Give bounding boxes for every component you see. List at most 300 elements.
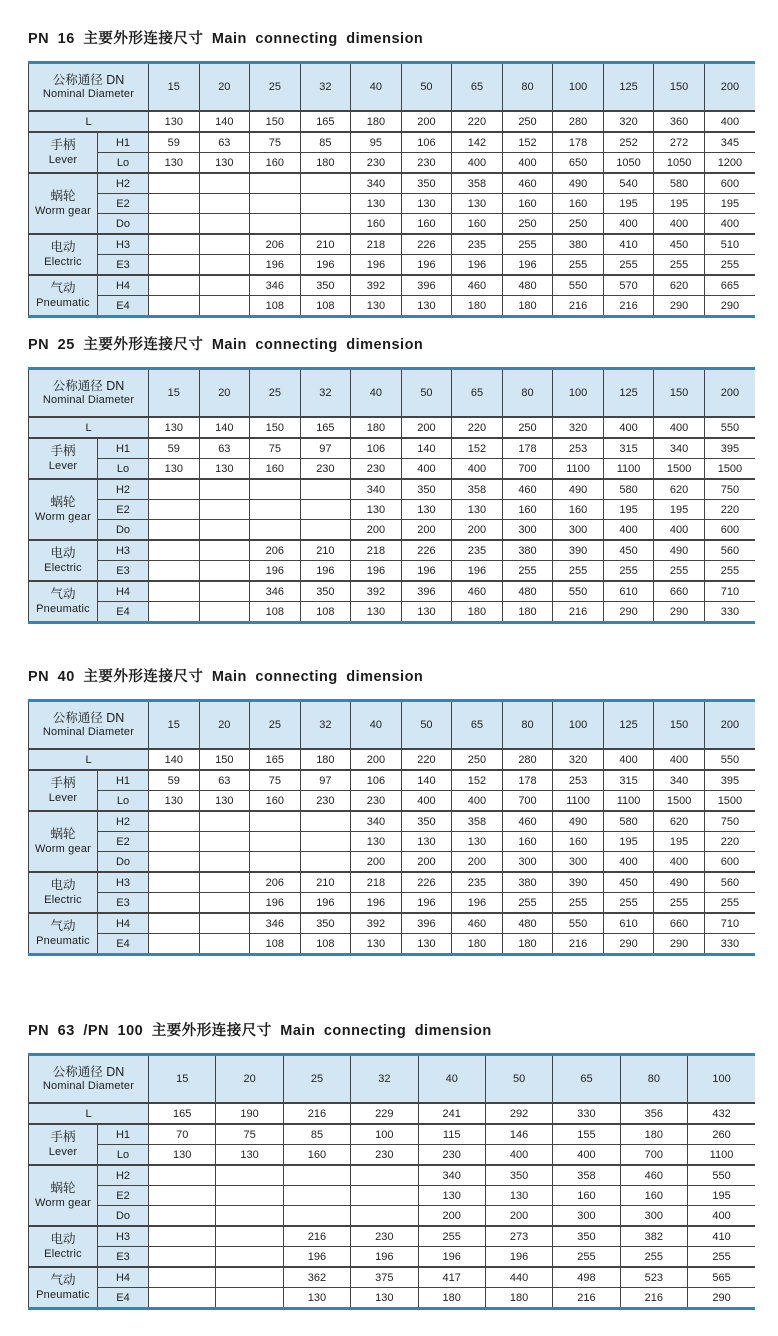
dim-cell: 200 [351, 852, 402, 873]
group-label-zh: 电动 [50, 1232, 76, 1246]
group-label [29, 1124, 98, 1165]
table-row [29, 832, 756, 852]
dim-cell: 620 [654, 811, 705, 832]
dim-cell [149, 479, 200, 500]
table-row [29, 479, 756, 500]
dim-cell [149, 234, 200, 255]
dim-cell: 330 [704, 934, 755, 955]
header-row [29, 1055, 756, 1104]
dim-cell: 432 [688, 1103, 755, 1124]
table-header [29, 701, 756, 750]
dim-cell: 400 [452, 153, 503, 174]
dim-cell: 1100 [603, 791, 654, 812]
dim-cell: 130 [351, 194, 402, 214]
table-row [29, 1206, 756, 1227]
dim-cell [149, 1206, 216, 1227]
dn-col-header: 32 [300, 63, 351, 112]
dim-cell: 180 [485, 1288, 552, 1309]
dim-cell: 155 [553, 1124, 620, 1145]
dim-cell: 392 [351, 581, 402, 602]
dim-cell: 392 [351, 275, 402, 296]
group-label-en: Lever [48, 154, 78, 166]
dim-cell: 59 [149, 438, 200, 459]
group-label-en: Worm gear [35, 205, 91, 217]
dn-col-header: 50 [401, 369, 452, 418]
dim-cell: 130 [149, 791, 200, 812]
dim-cell: 196 [351, 893, 402, 914]
group-label-zh: 蜗轮 [50, 827, 76, 841]
dim-cell: 1500 [704, 791, 755, 812]
dim-cell: 108 [300, 296, 351, 317]
dim-cell: 340 [351, 173, 402, 194]
dim-cell: 160 [250, 153, 301, 174]
dim-cell: 340 [418, 1165, 485, 1186]
dim-cell: 250 [502, 214, 553, 235]
group-label-en: Lever [48, 460, 78, 472]
dim-cell: 610 [603, 581, 654, 602]
dim-cell: 195 [654, 194, 705, 214]
dim-cell: 380 [502, 540, 553, 561]
dn-col-header: 50 [401, 701, 452, 750]
dim-cell: 610 [603, 913, 654, 934]
table-row [29, 500, 756, 520]
group-label-en: Pneumatic [36, 603, 90, 615]
dim-cell [149, 561, 200, 582]
group-label-zh: 蜗轮 [50, 495, 76, 509]
dim-cell: 160 [250, 459, 301, 480]
dim-cell: 350 [401, 173, 452, 194]
dim-cell: 226 [401, 234, 452, 255]
group-label-zh: 气动 [50, 587, 76, 601]
dim-cell: 160 [250, 791, 301, 812]
dim-cell [216, 1165, 283, 1186]
table-row [29, 581, 756, 602]
dn-col-header: 100 [553, 701, 604, 750]
dim-cell: 130 [149, 111, 200, 132]
dim-cell: 255 [704, 561, 755, 582]
dn-col-header: 40 [418, 1055, 485, 1104]
dim-cell: 178 [502, 770, 553, 791]
dn-col-header: 15 [149, 1055, 216, 1104]
dim-cell: 140 [401, 770, 452, 791]
dim-cell [300, 520, 351, 541]
dim-cell: 108 [300, 934, 351, 955]
dim-cell: 220 [704, 832, 755, 852]
param-label: E3 [98, 893, 149, 914]
dim-cell: 550 [553, 581, 604, 602]
dn-col-header: 125 [603, 369, 654, 418]
dim-cell: 200 [485, 1206, 552, 1227]
dim-cell: 130 [199, 791, 250, 812]
dim-cell: 220 [452, 111, 503, 132]
dn-col-header: 50 [485, 1055, 552, 1104]
table-row [29, 602, 756, 623]
dn-col-header: 150 [654, 63, 705, 112]
group-label [29, 770, 98, 811]
dim-cell: 216 [603, 296, 654, 317]
dim-cell: 400 [603, 749, 654, 770]
dim-cell: 130 [149, 417, 200, 438]
dim-cell: 650 [553, 153, 604, 174]
l-row [29, 111, 756, 132]
dim-cell [351, 1186, 418, 1206]
dn-col-header: 150 [654, 701, 705, 750]
dim-cell: 350 [401, 479, 452, 500]
dim-cell: 230 [351, 791, 402, 812]
dim-cell: 230 [300, 459, 351, 480]
dim-cell [199, 934, 250, 955]
dim-cell: 196 [485, 1247, 552, 1268]
table-row [29, 1124, 756, 1145]
dn-label-en: Nominal Diameter [42, 1080, 135, 1092]
dim-cell: 410 [603, 234, 654, 255]
dim-cell: 230 [351, 1226, 418, 1247]
dim-cell: 130 [351, 296, 402, 317]
dim-cell [199, 581, 250, 602]
dim-cell: 108 [250, 934, 301, 955]
dim-cell: 63 [199, 132, 250, 153]
section-pn63-pn100 [28, 1023, 755, 1310]
group-label-zh: 气动 [50, 919, 76, 933]
dimensions-table-pn16 [28, 61, 755, 318]
table-row [29, 459, 756, 480]
dn-col-header: 15 [149, 369, 200, 418]
dim-cell: 200 [351, 520, 402, 541]
dim-cell: 382 [620, 1226, 687, 1247]
dim-cell: 229 [351, 1103, 418, 1124]
dim-cell: 195 [603, 194, 654, 214]
dim-cell: 396 [401, 581, 452, 602]
dim-cell: 200 [452, 852, 503, 873]
dim-cell: 200 [401, 111, 452, 132]
table-row [29, 872, 756, 893]
group-label-zh: 手柄 [50, 444, 76, 458]
dim-cell: 230 [351, 153, 402, 174]
dim-cell: 255 [704, 255, 755, 276]
dim-cell: 196 [250, 561, 301, 582]
l-row [29, 1103, 756, 1124]
dim-cell: 390 [553, 540, 604, 561]
dim-cell: 235 [452, 872, 503, 893]
dim-cell: 250 [502, 417, 553, 438]
dim-cell: 230 [401, 153, 452, 174]
table-row [29, 1165, 756, 1186]
dim-cell: 200 [351, 749, 402, 770]
dn-col-header: 25 [250, 63, 301, 112]
table-row [29, 153, 756, 174]
dim-cell: 130 [485, 1186, 552, 1206]
dim-cell: 180 [502, 934, 553, 955]
dim-cell: 400 [452, 791, 503, 812]
param-label: Lo [98, 459, 149, 480]
dn-col-header: 80 [502, 63, 553, 112]
dim-cell: 255 [553, 893, 604, 914]
dim-cell: 300 [553, 520, 604, 541]
dim-cell [250, 194, 301, 214]
dim-cell: 255 [553, 1247, 620, 1268]
dim-cell: 160 [452, 214, 503, 235]
dim-cell: 290 [603, 934, 654, 955]
dim-cell: 498 [553, 1267, 620, 1288]
dn-header-cell [29, 369, 149, 418]
group-label-en: Lever [48, 1146, 78, 1158]
group-label-zh: 气动 [50, 1273, 76, 1287]
dim-cell: 1100 [553, 459, 604, 480]
dim-cell: 400 [603, 417, 654, 438]
dim-cell [283, 1165, 350, 1186]
dn-col-header: 150 [654, 369, 705, 418]
dim-cell: 178 [502, 438, 553, 459]
dim-cell: 350 [485, 1165, 552, 1186]
dim-cell [300, 173, 351, 194]
param-label: H3 [98, 872, 149, 893]
dn-col-header: 100 [553, 63, 604, 112]
dim-cell: 356 [620, 1103, 687, 1124]
dim-cell: 130 [216, 1145, 283, 1166]
dim-cell: 200 [418, 1206, 485, 1227]
table-header [29, 369, 756, 418]
dim-cell: 252 [603, 132, 654, 153]
dim-cell: 700 [502, 459, 553, 480]
dim-cell: 660 [654, 913, 705, 934]
dim-cell: 210 [300, 234, 351, 255]
dim-cell [199, 872, 250, 893]
dim-cell: 130 [401, 602, 452, 623]
dim-cell: 195 [603, 500, 654, 520]
group-label [29, 132, 98, 173]
dim-cell: 400 [553, 1145, 620, 1166]
dim-cell: 160 [553, 832, 604, 852]
table-row [29, 1267, 756, 1288]
dim-cell: 180 [351, 111, 402, 132]
dim-cell: 130 [351, 500, 402, 520]
param-label: H2 [98, 811, 149, 832]
dim-cell [149, 934, 200, 955]
group-label [29, 234, 98, 275]
dim-cell: 195 [704, 194, 755, 214]
dim-cell [199, 520, 250, 541]
dim-cell: 350 [300, 581, 351, 602]
dim-cell [199, 561, 250, 582]
dim-cell: 375 [351, 1267, 418, 1288]
dn-label-zh: 公称通径 DN [52, 73, 125, 87]
dim-cell: 290 [603, 602, 654, 623]
param-label: Do [98, 852, 149, 873]
dn-col-header: 25 [250, 701, 301, 750]
dim-cell: 396 [401, 275, 452, 296]
dim-cell: 200 [452, 520, 503, 541]
dn-col-header: 125 [603, 701, 654, 750]
dim-cell: 130 [199, 459, 250, 480]
param-label: E2 [98, 194, 149, 214]
dim-cell [283, 1206, 350, 1227]
group-label-zh: 蜗轮 [50, 1181, 76, 1195]
dim-cell: 75 [250, 132, 301, 153]
dim-cell: 165 [149, 1103, 216, 1124]
dim-cell: 346 [250, 581, 301, 602]
dim-cell: 180 [418, 1288, 485, 1309]
table-row [29, 1145, 756, 1166]
dim-cell: 180 [502, 602, 553, 623]
dn-col-header: 20 [216, 1055, 283, 1104]
dim-cell [149, 1288, 216, 1309]
dim-cell [250, 852, 301, 873]
dim-cell: 400 [452, 459, 503, 480]
dim-cell: 206 [250, 234, 301, 255]
dn-label-zh: 公称通径 DN [52, 379, 125, 393]
group-label [29, 1226, 98, 1267]
dim-cell: 550 [688, 1165, 755, 1186]
dim-cell: 216 [283, 1226, 350, 1247]
dim-cell [149, 1247, 216, 1268]
param-label: Do [98, 1206, 149, 1227]
dim-cell: 273 [485, 1226, 552, 1247]
dim-cell: 152 [452, 438, 503, 459]
dim-cell: 196 [401, 561, 452, 582]
dim-cell: 346 [250, 275, 301, 296]
dim-cell: 300 [553, 1206, 620, 1227]
dim-cell: 600 [704, 173, 755, 194]
dim-cell: 1100 [553, 791, 604, 812]
dim-cell: 358 [452, 811, 503, 832]
group-label-zh: 电动 [50, 240, 76, 254]
dim-cell: 358 [452, 479, 503, 500]
dim-cell: 106 [401, 132, 452, 153]
param-label: H4 [98, 275, 149, 296]
dim-cell: 417 [418, 1267, 485, 1288]
dn-col-header: 20 [199, 369, 250, 418]
table-row [29, 255, 756, 276]
dn-col-header: 40 [351, 63, 402, 112]
group-label-en: Pneumatic [36, 297, 90, 309]
group-label [29, 540, 98, 581]
dim-cell [216, 1186, 283, 1206]
dim-cell [199, 602, 250, 623]
group-label [29, 173, 98, 234]
dim-cell: 140 [149, 749, 200, 770]
dn-label-en: Nominal Diameter [42, 726, 135, 738]
dim-cell: 400 [603, 214, 654, 235]
dim-cell: 130 [351, 602, 402, 623]
dim-cell: 216 [620, 1288, 687, 1309]
dim-cell: 152 [502, 132, 553, 153]
group-label-zh: 电动 [50, 546, 76, 560]
dim-cell [199, 214, 250, 235]
param-label: E2 [98, 1186, 149, 1206]
dim-cell: 255 [603, 893, 654, 914]
dn-col-header: 20 [199, 63, 250, 112]
dim-cell: 150 [250, 417, 301, 438]
dim-cell: 230 [351, 1145, 418, 1166]
dim-cell: 300 [502, 520, 553, 541]
dim-cell: 196 [351, 1247, 418, 1268]
dn-col-header: 65 [452, 63, 503, 112]
dim-cell: 580 [603, 479, 654, 500]
group-label-zh: 手柄 [50, 138, 76, 152]
dim-cell [250, 520, 301, 541]
dim-cell [351, 1165, 418, 1186]
dim-cell: 510 [704, 234, 755, 255]
dim-cell: 490 [553, 173, 604, 194]
l-row [29, 417, 756, 438]
header-row [29, 369, 756, 418]
dim-cell: 600 [704, 520, 755, 541]
table-row [29, 1288, 756, 1309]
table-row [29, 934, 756, 955]
table-row [29, 561, 756, 582]
dn-col-header: 50 [401, 63, 452, 112]
dim-cell: 460 [502, 811, 553, 832]
dn-col-header: 25 [283, 1055, 350, 1104]
dim-cell: 620 [654, 479, 705, 500]
dim-cell: 130 [452, 194, 503, 214]
dim-cell: 146 [485, 1124, 552, 1145]
dim-cell: 195 [654, 500, 705, 520]
param-label: Do [98, 520, 149, 541]
dim-cell [216, 1247, 283, 1268]
dim-cell [250, 479, 301, 500]
dim-cell: 255 [502, 234, 553, 255]
dim-cell [250, 811, 301, 832]
dn-label-en: Nominal Diameter [42, 394, 135, 406]
group-label [29, 913, 98, 955]
dim-cell [199, 194, 250, 214]
dn-col-header: 80 [620, 1055, 687, 1104]
dim-cell: 255 [620, 1247, 687, 1268]
dim-cell: 358 [553, 1165, 620, 1186]
dim-cell: 59 [149, 770, 200, 791]
param-label: E3 [98, 561, 149, 582]
dim-cell: 710 [704, 913, 755, 934]
dim-cell: 255 [553, 255, 604, 276]
dim-cell: 1500 [654, 459, 705, 480]
table-row [29, 173, 756, 194]
dim-cell: 710 [704, 581, 755, 602]
param-label: H4 [98, 913, 149, 934]
dim-cell: 362 [283, 1267, 350, 1288]
dim-cell: 196 [300, 893, 351, 914]
table-row [29, 540, 756, 561]
dim-cell: 130 [149, 1145, 216, 1166]
dim-cell: 216 [553, 1288, 620, 1309]
dim-cell: 346 [250, 913, 301, 934]
param-label: E3 [98, 1247, 149, 1268]
dim-cell: 216 [553, 602, 604, 623]
dim-cell [149, 520, 200, 541]
dim-cell: 130 [401, 194, 452, 214]
dim-cell: 255 [418, 1226, 485, 1247]
group-label [29, 438, 98, 479]
dim-cell: 350 [300, 275, 351, 296]
dim-cell: 216 [553, 934, 604, 955]
group-label [29, 275, 98, 317]
table-title-pn40: PN 40 主要外形连接尺寸 Main connecting dimension [28, 669, 424, 685]
l-row-label: L [29, 111, 149, 132]
dimensions-table-pn63-pn100 [28, 1053, 755, 1310]
dim-cell: 460 [452, 275, 503, 296]
dim-cell: 152 [452, 770, 503, 791]
dn-col-header: 65 [553, 1055, 620, 1104]
dn-label-zh: 公称通径 DN [52, 711, 125, 725]
dim-cell: 450 [654, 234, 705, 255]
dim-cell: 160 [553, 194, 604, 214]
dim-cell: 250 [452, 749, 503, 770]
dim-cell [199, 255, 250, 276]
dim-cell: 130 [401, 832, 452, 852]
dim-cell [149, 811, 200, 832]
dim-cell: 315 [603, 438, 654, 459]
header-row [29, 701, 756, 750]
